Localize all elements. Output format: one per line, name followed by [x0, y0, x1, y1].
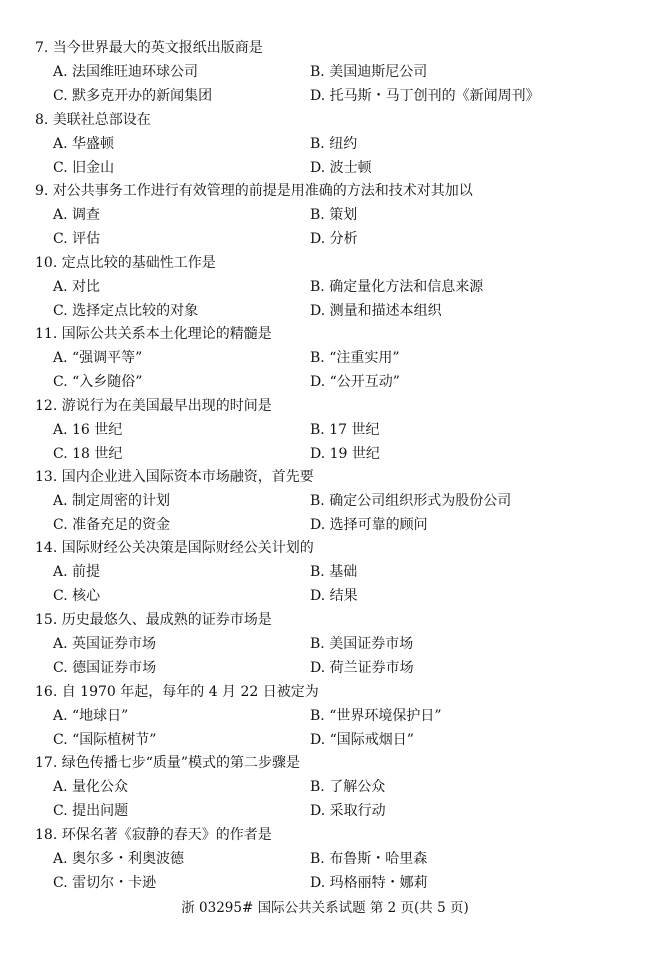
question-12-option-d: D. 19 世纪: [310, 446, 380, 462]
question-17-option-a: A. 量化公众: [53, 779, 129, 795]
question-8-option-d: D. 波士顿: [310, 160, 372, 176]
question-16-option-a: A. “地球日”: [53, 708, 129, 724]
question-15-option-b: B. 美国证券市场: [310, 636, 414, 652]
question-9: 9. 对公共事务工作进行有效管理的前提是用准确的方法和技术对其加以: [35, 183, 473, 199]
question-16-option-b: B. “世界环境保护日”: [310, 708, 442, 724]
question-7-option-a: A. 法国维旺迪环球公司: [53, 64, 199, 80]
question-18-option-a: A. 奥尔多・利奥波德: [53, 851, 185, 867]
question-13-option-b: B. 确定公司组织形式为股份公司: [310, 493, 512, 509]
question-8-option-c: C. 旧金山: [53, 160, 115, 176]
question-9-option-a: A. 调查: [53, 207, 101, 223]
page-footer: 浙 03295# 国际公共关系试题 第 2 页(共 5 页): [181, 900, 469, 916]
question-14: 14. 国际财经公关决策是国际财经公关计划的: [35, 540, 314, 556]
question-9-option-d: D. 分析: [310, 231, 358, 247]
question-7-option-d: D. 托马斯・马丁创刊的《新闻周刊》: [310, 88, 540, 104]
question-18-option-d: D. 玛格丽特・娜莉: [310, 875, 428, 891]
question-18-option-c: C. 雷切尔・卡逊: [53, 875, 157, 891]
question-8-option-b: B. 纽约: [310, 136, 358, 152]
question-10-option-a: A. 对比: [53, 279, 101, 295]
question-8-option-a: A. 华盛顿: [53, 136, 115, 152]
question-16-option-c: C. “国际植树节”: [53, 732, 157, 748]
question-10: 10. 定点比较的基础性工作是: [35, 255, 216, 271]
question-11-option-d: D. “公开互动”: [310, 374, 400, 390]
question-13-option-c: C. 准备充足的资金: [53, 517, 171, 533]
question-7-option-c: C. 默多克开办的新闻集团: [53, 88, 213, 104]
question-12-option-c: C. 18 世纪: [53, 446, 123, 462]
question-12: 12. 游说行为在美国最早出现的时间是: [35, 398, 272, 414]
question-11-option-b: B. “注重实用”: [310, 350, 400, 366]
question-16: 16. 自 1970 年起，每年的 4 月 22 日被定为: [35, 684, 319, 700]
question-17: 17. 绿色传播七步“质量”模式的第二步骤是: [35, 755, 301, 771]
question-15-option-a: A. 英国证券市场: [53, 636, 157, 652]
question-11: 11. 国际公共关系本土化理论的精髓是: [35, 326, 272, 342]
question-17-option-d: D. 采取行动: [310, 803, 386, 819]
question-14-option-a: A. 前提: [53, 564, 101, 580]
question-10-option-d: D. 测量和描述本组织: [310, 303, 442, 319]
question-15-option-d: D. 荷兰证券市场: [310, 660, 414, 676]
question-10-option-c: C. 选择定点比较的对象: [53, 303, 199, 319]
question-7-option-b: B. 美国迪斯尼公司: [310, 64, 428, 80]
question-9-option-b: B. 策划: [310, 207, 358, 223]
question-17-option-c: C. 提出问题: [53, 803, 129, 819]
question-9-option-c: C. 评估: [53, 231, 101, 247]
question-14-option-c: C. 核心: [53, 588, 101, 604]
question-18-option-b: B. 布鲁斯・哈里森: [310, 851, 428, 867]
question-10-option-b: B. 确定量化方法和信息来源: [310, 279, 484, 295]
question-12-option-a: A. 16 世纪: [53, 422, 123, 438]
question-13: 13. 国内企业进入国际资本市场融资，首先要: [35, 469, 314, 485]
question-13-option-a: A. 制定周密的计划: [53, 493, 171, 509]
question-11-option-c: C. “入乡随俗”: [53, 374, 143, 390]
question-11-option-a: A. “强调平等”: [53, 350, 143, 366]
question-14-option-b: B. 基础: [310, 564, 358, 580]
question-15: 15. 历史最悠久、最成熟的证券市场是: [35, 612, 272, 628]
question-17-option-b: B. 了解公众: [310, 779, 386, 795]
question-7: 7. 当今世界最大的英文报纸出版商是: [35, 40, 263, 56]
question-16-option-d: D. “国际戒烟日”: [310, 732, 414, 748]
question-15-option-c: C. 德国证券市场: [53, 660, 157, 676]
question-12-option-b: B. 17 世纪: [310, 422, 380, 438]
question-14-option-d: D. 结果: [310, 588, 358, 604]
question-8: 8. 美联社总部设在: [35, 112, 151, 128]
question-13-option-d: D. 选择可靠的顾问: [310, 517, 428, 533]
question-18: 18. 环保名著《寂静的春天》的作者是: [35, 827, 272, 843]
